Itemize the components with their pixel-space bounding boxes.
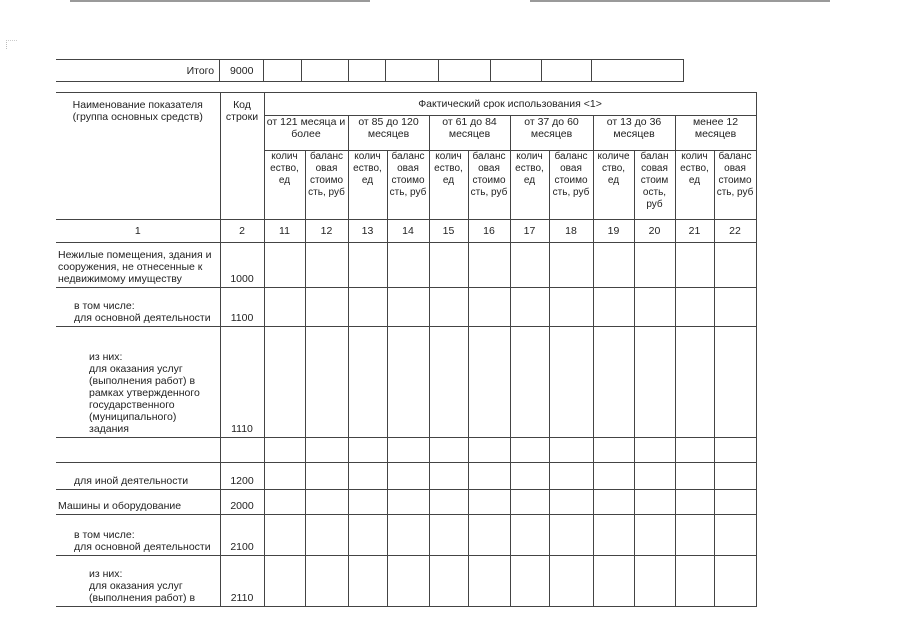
row-code: 1110 bbox=[220, 327, 264, 438]
value-cell bbox=[348, 490, 387, 515]
row-code bbox=[220, 438, 264, 463]
table-row bbox=[56, 438, 756, 463]
value-cell bbox=[264, 438, 305, 463]
value-cell bbox=[714, 438, 756, 463]
value-cell bbox=[714, 288, 756, 327]
value-cell bbox=[510, 288, 549, 327]
header-sub-qty: колич ество, ед bbox=[675, 151, 714, 220]
value-cell bbox=[387, 288, 429, 327]
value-cell bbox=[348, 515, 387, 556]
scan-artifact bbox=[6, 40, 17, 49]
value-cell bbox=[510, 438, 549, 463]
header-sub-value: баланс овая стоимо сть, руб bbox=[549, 151, 593, 220]
total-cell bbox=[302, 60, 348, 82]
table-row bbox=[56, 463, 756, 490]
row-name bbox=[56, 438, 220, 463]
value-cell bbox=[549, 288, 593, 327]
header-sub-qty: колич ество, ед bbox=[264, 151, 305, 220]
value-cell bbox=[429, 463, 468, 490]
row-name: Нежилые помещения, здания и сооружения, не отнесенные к недвижимому имуществу bbox=[56, 243, 220, 288]
value-cell bbox=[634, 463, 675, 490]
value-cell bbox=[387, 463, 429, 490]
value-cell bbox=[468, 463, 510, 490]
row-name: в том числе: для основной деятельности bbox=[56, 515, 220, 556]
value-cell bbox=[549, 490, 593, 515]
value-cell bbox=[714, 327, 756, 438]
value-cell bbox=[429, 556, 468, 607]
header-sub-qty: колич ество, ед bbox=[429, 151, 468, 220]
row-code: 1100 bbox=[220, 288, 264, 327]
value-cell bbox=[305, 463, 348, 490]
value-cell bbox=[305, 243, 348, 288]
row-name: Машины и оборудование bbox=[56, 490, 220, 515]
value-cell bbox=[549, 327, 593, 438]
column-number: 20 bbox=[634, 220, 675, 243]
total-code: 9000 bbox=[220, 60, 264, 82]
row-code: 2000 bbox=[220, 490, 264, 515]
total-cell bbox=[264, 60, 302, 82]
value-cell bbox=[305, 288, 348, 327]
row-code: 2110 bbox=[220, 556, 264, 607]
value-cell bbox=[593, 515, 634, 556]
value-cell bbox=[305, 438, 348, 463]
value-cell bbox=[348, 288, 387, 327]
column-number: 11 bbox=[264, 220, 305, 243]
value-cell bbox=[264, 463, 305, 490]
value-cell bbox=[387, 438, 429, 463]
row-name: для иной деятельности bbox=[56, 463, 220, 490]
value-cell bbox=[549, 243, 593, 288]
value-cell bbox=[593, 556, 634, 607]
header-code-col: Код строки bbox=[220, 93, 264, 220]
value-cell bbox=[714, 490, 756, 515]
value-cell bbox=[305, 515, 348, 556]
value-cell bbox=[264, 490, 305, 515]
row-code: 2100 bbox=[220, 515, 264, 556]
header-row-1 bbox=[56, 93, 756, 116]
table-row bbox=[56, 288, 756, 327]
total-table bbox=[56, 59, 684, 82]
row-code: 1200 bbox=[220, 463, 264, 490]
header-period-5: от 13 до 36 месяцев bbox=[593, 116, 675, 151]
value-cell bbox=[634, 243, 675, 288]
value-cell bbox=[714, 243, 756, 288]
header-sub-value: баланс овая стоимо сть, руб bbox=[305, 151, 348, 220]
value-cell bbox=[468, 490, 510, 515]
value-cell bbox=[348, 243, 387, 288]
total-cell bbox=[591, 60, 683, 82]
value-cell bbox=[634, 515, 675, 556]
value-cell bbox=[468, 288, 510, 327]
column-number: 17 bbox=[510, 220, 549, 243]
value-cell bbox=[714, 463, 756, 490]
value-cell bbox=[510, 243, 549, 288]
total-cell bbox=[542, 60, 591, 82]
value-cell bbox=[675, 327, 714, 438]
value-cell bbox=[634, 438, 675, 463]
header-sub-value: балан совая стоим ость, руб bbox=[634, 151, 675, 220]
header-sub-qty: количе ство, ед bbox=[593, 151, 634, 220]
table-row bbox=[56, 515, 756, 556]
value-cell bbox=[593, 490, 634, 515]
header-period-title: Фактический срок использования <1> bbox=[264, 93, 756, 116]
column-number: 19 bbox=[593, 220, 634, 243]
row-code: 1000 bbox=[220, 243, 264, 288]
header-sub-qty: колич ество, ед bbox=[348, 151, 387, 220]
value-cell bbox=[387, 556, 429, 607]
value-cell bbox=[510, 463, 549, 490]
header-period-6: менее 12 месяцев bbox=[675, 116, 756, 151]
column-number-row bbox=[56, 220, 756, 243]
column-number: 22 bbox=[714, 220, 756, 243]
value-cell bbox=[549, 463, 593, 490]
data-rows bbox=[56, 243, 756, 607]
header-sub-qty: колич ество, ед bbox=[510, 151, 549, 220]
total-label: Итого bbox=[56, 60, 220, 82]
value-cell bbox=[675, 288, 714, 327]
header-period-1: от 121 месяца и более bbox=[264, 116, 348, 151]
row-name: из них: для оказания услуг (выполнения работ) в рамках утвержденного государственного (муниципального) задания bbox=[56, 327, 220, 438]
value-cell bbox=[305, 556, 348, 607]
value-cell bbox=[387, 490, 429, 515]
value-cell bbox=[387, 243, 429, 288]
header-sub-value: баланс овая стоимо сть, руб bbox=[468, 151, 510, 220]
header-period-2: от 85 до 120 месяцев bbox=[348, 116, 429, 151]
main-table bbox=[56, 92, 757, 607]
value-cell bbox=[468, 243, 510, 288]
value-cell bbox=[429, 490, 468, 515]
table-row bbox=[56, 327, 756, 438]
value-cell bbox=[714, 515, 756, 556]
column-number: 21 bbox=[675, 220, 714, 243]
value-cell bbox=[593, 243, 634, 288]
value-cell bbox=[634, 556, 675, 607]
value-cell bbox=[264, 327, 305, 438]
value-cell bbox=[549, 438, 593, 463]
value-cell bbox=[264, 515, 305, 556]
value-cell bbox=[593, 327, 634, 438]
value-cell bbox=[264, 556, 305, 607]
value-cell bbox=[675, 490, 714, 515]
column-number: 2 bbox=[220, 220, 264, 243]
total-cell bbox=[348, 60, 385, 82]
header-sub-value: баланс овая стоимо сть, руб bbox=[387, 151, 429, 220]
table-row bbox=[56, 490, 756, 515]
value-cell bbox=[348, 327, 387, 438]
value-cell bbox=[348, 463, 387, 490]
value-cell bbox=[510, 515, 549, 556]
value-cell bbox=[429, 243, 468, 288]
value-cell bbox=[468, 438, 510, 463]
column-number: 12 bbox=[305, 220, 348, 243]
column-number: 14 bbox=[387, 220, 429, 243]
table-row bbox=[56, 243, 756, 288]
value-cell bbox=[348, 556, 387, 607]
value-cell bbox=[634, 288, 675, 327]
value-cell bbox=[387, 515, 429, 556]
column-number: 13 bbox=[348, 220, 387, 243]
value-cell bbox=[675, 438, 714, 463]
value-cell bbox=[264, 288, 305, 327]
value-cell bbox=[387, 327, 429, 438]
value-cell bbox=[675, 243, 714, 288]
value-cell bbox=[468, 327, 510, 438]
value-cell bbox=[305, 327, 348, 438]
value-cell bbox=[510, 490, 549, 515]
page-top-rule-left bbox=[70, 0, 370, 2]
header-name-col: Наименование показателя (группа основных средств) bbox=[56, 93, 220, 220]
value-cell bbox=[510, 327, 549, 438]
column-number: 16 bbox=[468, 220, 510, 243]
total-cell bbox=[491, 60, 542, 82]
table-row bbox=[56, 556, 756, 607]
header-period-3: от 61 до 84 месяцев bbox=[429, 116, 510, 151]
value-cell bbox=[549, 556, 593, 607]
value-cell bbox=[675, 556, 714, 607]
value-cell bbox=[675, 515, 714, 556]
value-cell bbox=[593, 463, 634, 490]
value-cell bbox=[429, 288, 468, 327]
value-cell bbox=[593, 288, 634, 327]
header-sub-value: баланс овая стоимо сть, руб bbox=[714, 151, 756, 220]
total-cell bbox=[438, 60, 490, 82]
row-name: из них: для оказания услуг (выполнения работ) в bbox=[56, 556, 220, 607]
value-cell bbox=[634, 490, 675, 515]
value-cell bbox=[264, 243, 305, 288]
page-top-rule-right bbox=[530, 0, 830, 2]
value-cell bbox=[468, 556, 510, 607]
value-cell bbox=[429, 327, 468, 438]
value-cell bbox=[675, 463, 714, 490]
row-name: в том числе: для основной деятельности bbox=[56, 288, 220, 327]
column-number: 1 bbox=[56, 220, 220, 243]
column-number: 15 bbox=[429, 220, 468, 243]
value-cell bbox=[549, 515, 593, 556]
value-cell bbox=[429, 438, 468, 463]
value-cell bbox=[634, 327, 675, 438]
total-row bbox=[56, 60, 684, 82]
value-cell bbox=[714, 556, 756, 607]
column-number: 18 bbox=[549, 220, 593, 243]
total-cell bbox=[385, 60, 438, 82]
value-cell bbox=[468, 515, 510, 556]
value-cell bbox=[348, 438, 387, 463]
value-cell bbox=[593, 438, 634, 463]
header-period-4: от 37 до 60 месяцев bbox=[510, 116, 593, 151]
value-cell bbox=[429, 515, 468, 556]
value-cell bbox=[305, 490, 348, 515]
value-cell bbox=[510, 556, 549, 607]
